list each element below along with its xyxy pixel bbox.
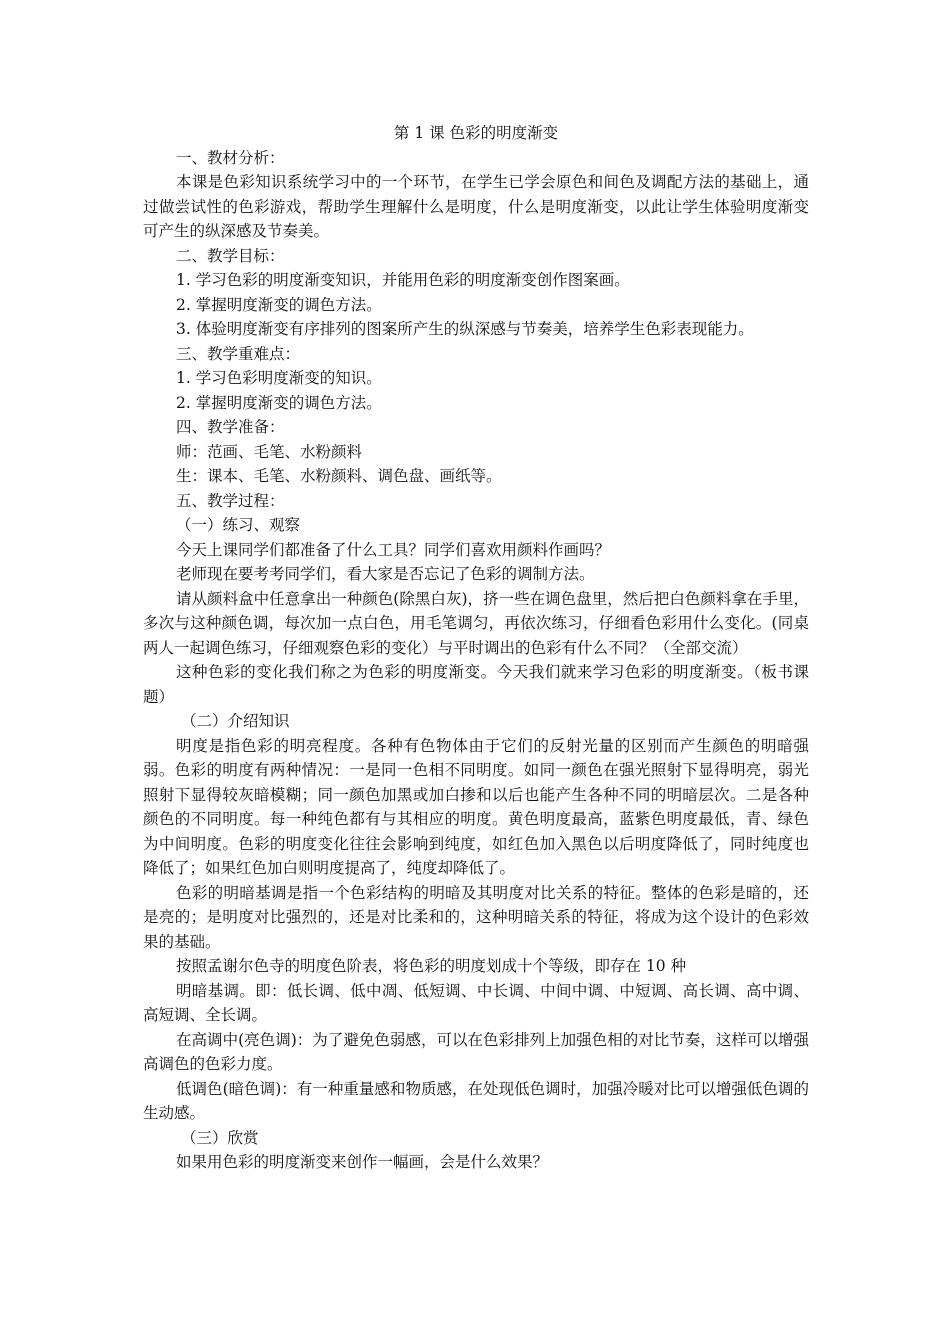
document-title: 第 1 课 色彩的明度渐变 xyxy=(393,124,559,142)
objective-3: 3. 体验明度渐变有序排列的图案所产生的纵深感与节奏美，培养学生色彩表现能力。 xyxy=(176,320,754,338)
heading-preparation: 四、教学准备： xyxy=(176,418,285,436)
objective-1: 1. 学习色彩的明度渐变知识，并能用色彩的明度渐变创作图案画。 xyxy=(176,271,630,289)
paragraph-knowledge-1: 明度是指色彩的明亮程度。各种有色物体由于它们的反射光量的区别而产生颜色的明暗强弱。色彩的明度有两种情况：一是同一色相不同明度。如同一颜色在强光照射下显得明亮，弱光照射下显得较灰暗模糊；同一颜色加黑或加白掺和以后也能产生各种不同的明暗层次。二是各种颜色的不同明度。每一种纯色都有与其相应的明度。黄色明度最高，蓝紫色明度最低，青、绿色为中间明度。色彩的明度变化往往会影响到纯度，如红色加入黑色以后明度降低了，同时纯度也降低了；如果红色加白则明度提高了，纯度却降低了。 xyxy=(143,736,809,877)
document-page xyxy=(143,121,809,1175)
heading-objectives: 二、教学目标： xyxy=(176,246,285,265)
preparation-student: 生：课本、毛笔、水粉颜料、调色盘、画纸等。 xyxy=(176,467,502,485)
paragraph-knowledge-5: 在高调中(亮色调)：为了避免色弱感，可以在色彩排列上加强色相的对比节奏，这样可以增强高调色的色彩力度。 xyxy=(143,1030,809,1073)
heading-analysis: 一、教材分析： xyxy=(176,148,285,167)
paragraph-knowledge-2: 色彩的明暗基调是指一个色彩结构的明暗及其明度对比关系的特征。整体的色彩是暗的，还是亮的；是明度对比强烈的，还是对比柔和的，这种明暗关系的特征，将成为这个设计的色彩效果的基础。 xyxy=(143,883,809,951)
paragraph-analysis: 本课是色彩知识系统学习中的一个环节，在学生已学会原色和间色及调配方法的基础上，通过做尝试性的色彩游戏，帮助学生理解什么是明度，什么是明度渐变，以此让学生体验明度渐变可产生的纵深感及节奏美。 xyxy=(143,173,809,240)
paragraph-practice-2: 老师现在要考考同学们，看大家是否忘记了色彩的调制方法。 xyxy=(176,565,595,583)
subheading-knowledge: （二）介绍知识 xyxy=(176,712,290,730)
paragraph-knowledge-3: 按照孟谢尔色寺的明度色阶表，将色彩的明度划成十个等级，即存在 10 种 xyxy=(176,957,687,975)
paragraph-knowledge-4: 明暗基调。即：低长调、低中凋、低短调、中长调、中间中调、中短调、高长调、高中调、高短调、全长调。 xyxy=(143,981,809,1024)
objective-2: 2. 掌握明度渐变的调色方法。 xyxy=(176,295,382,314)
subheading-appreciation: （三）欣赏 xyxy=(176,1128,259,1147)
preparation-teacher: 师：范画、毛笔、水粉颜料 xyxy=(176,442,363,461)
paragraph-practice-4: 这种色彩的变化我们称之为色彩的明度渐变。今天我们就来学习色彩的明度渐变。（板书课题） xyxy=(143,663,809,706)
subheading-practice: （一）练习、观察 xyxy=(176,516,301,534)
paragraph-practice-1: 今天上课同学们都准备了什么工具？同学们喜欢用颜料作画吗？ xyxy=(176,540,611,559)
heading-key-points: 三、教学重难点： xyxy=(176,344,301,363)
key-point-2: 2. 掌握明度渐变的调色方法。 xyxy=(176,393,382,412)
heading-process: 五、教学过程： xyxy=(176,491,285,510)
paragraph-appreciation: 如果用色彩的明度渐变来创作一幅画，会是什么效果？ xyxy=(176,1153,549,1171)
key-point-1: 1. 学习色彩明度渐变的知识。 xyxy=(176,369,382,387)
paragraph-practice-3: 请从颜料盒中任意拿出一种颜色(除黑白灰)，挤一些在调色盘里，然后把白色颜料拿在手里，多次与这种颜色调，每次加一点白色，用毛笔调匀，再依次练习，仔细看色彩用什么变化。(同桌两人一起调色练习，仔细观察色彩的变化）与平时调出的色彩有什么不同？（全部交流） xyxy=(143,589,809,657)
paragraph-knowledge-6: 低调色(暗色调)：有一种重量感和物质感，在处现低色调时，加强冷暖对比可以增强低色调的生动感。 xyxy=(143,1079,809,1122)
